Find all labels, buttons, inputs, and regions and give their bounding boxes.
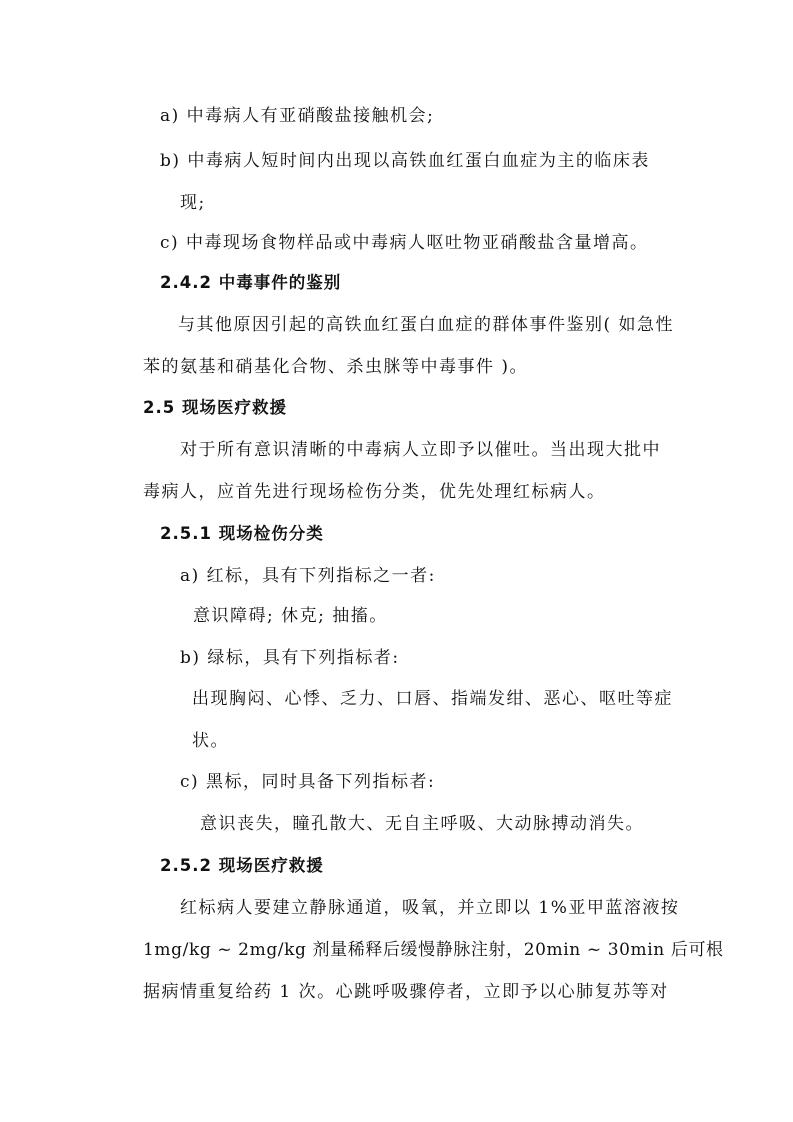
heading-2-5-2: 2.5.2 现场医疗救援 — [160, 856, 324, 875]
paragraph-rescue-intro-cont: 毒病人，应首先进行现场检伤分类，优先处理红标病人。 — [143, 482, 606, 502]
paragraph-differential-cont: 苯的氨基和硝基化合物、杀虫脒等中毒事件 )。 — [143, 357, 529, 377]
paragraph-treatment-cont1: 1mg/kg ~ 2mg/kg 剂量稀释后缓慢静脉注射，20min ~ 30min 后可根 — [143, 940, 724, 960]
heading-2-5: 2.5 现场医疗救援 — [143, 398, 287, 417]
triage-green-detail-cont: 状。 — [192, 731, 229, 751]
triage-black: c) 黑标，同时具备下列指标者: — [180, 772, 436, 792]
triage-black-detail: 意识丧失，瞳孔散大、无自主呼吸、大动脉搏动消失。 — [200, 814, 644, 834]
criteria-b-cont: 现; — [180, 193, 206, 213]
heading-2-4-2: 2.4.2 中毒事件的鉴别 — [160, 273, 342, 292]
paragraph-treatment: 红标病人要建立静脉通道，吸氧，并立即以 1%亚甲蓝溶液按 — [180, 898, 680, 918]
paragraph-differential: 与其他原因引起的高铁血红蛋白血症的群体事件鉴别( 如急性 — [178, 315, 675, 335]
paragraph-rescue-intro: 对于所有意识清晰的中毒病人立即予以催吐。当出现大批中 — [180, 440, 661, 460]
triage-green: b) 绿标，具有下列指标者: — [180, 648, 400, 668]
paragraph-treatment-cont2: 据病情重复给药 1 次。心跳呼吸骤停者，立即予以心肺复苏等对 — [143, 982, 669, 1002]
heading-2-5-1: 2.5.1 现场检伤分类 — [160, 524, 324, 543]
triage-green-detail: 出现胸闷、心悸、乏力、口唇、指端发绀、恶心、呕吐等症 — [192, 689, 673, 709]
triage-red: a) 红标，具有下列指标之一者: — [180, 566, 436, 586]
criteria-b: b) 中毒病人短时间内出现以高铁血红蛋白血症为主的临床表 — [160, 151, 650, 171]
criteria-a: a) 中毒病人有亚硝酸盐接触机会; — [160, 106, 435, 126]
triage-red-detail: 意识障碍; 休克; 抽搐。 — [193, 606, 388, 626]
criteria-c: c) 中毒现场食物样品或中毒病人呕吐物亚硝酸盐含量增高。 — [160, 233, 649, 253]
